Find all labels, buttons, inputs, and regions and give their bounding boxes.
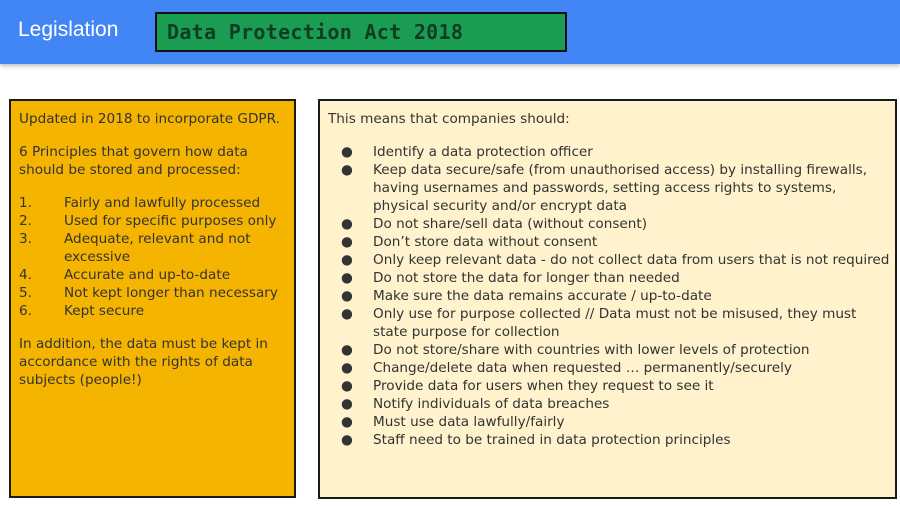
principles-panel (9, 99, 296, 498)
principle-number: 4. (19, 267, 32, 283)
list-item (328, 215, 891, 233)
list-item (328, 287, 891, 305)
page-title: Legislation (18, 18, 119, 41)
bullet-icon: ● (341, 270, 353, 286)
list-item (328, 395, 891, 413)
list-item-text: Provide data for users when they request to see it (373, 378, 714, 394)
principles-panel-content (19, 110, 291, 389)
bullet-icon: ● (341, 342, 353, 358)
list-item (328, 233, 891, 251)
list-item (328, 161, 891, 215)
principle-item (19, 194, 291, 212)
bullet-icon: ● (341, 162, 353, 178)
list-item-text: Change/delete data when requested … permanently/securely (373, 360, 792, 376)
principle-number: 5. (19, 285, 32, 301)
bullet-icon: ● (341, 216, 353, 232)
bullet-icon: ● (341, 252, 353, 268)
principle-item (19, 284, 291, 302)
header-bar (0, 0, 900, 64)
bullet-icon: ● (341, 234, 353, 250)
list-item-text: Only use for purpose collected // Data must not be misused, they must state purpose for collection (373, 306, 857, 340)
companies-panel-content (328, 110, 891, 449)
bullet-icon: ● (341, 360, 353, 376)
list-item-text: Do not store/share with countries with lower levels of protection (373, 342, 810, 358)
principle-number: 3. (19, 231, 32, 247)
principle-number: 2. (19, 213, 32, 229)
list-item-text: Make sure the data remains accurate / up-to-date (373, 288, 712, 304)
principle-text: Fairly and lawfully processed (64, 195, 261, 211)
list-item-text: Don’t store data without consent (373, 234, 598, 250)
principles-list (19, 194, 291, 320)
principle-text: Not kept longer than necessary (64, 285, 278, 301)
list-item (328, 431, 891, 449)
list-item-text: Staff need to be trained in data protection principles (373, 432, 731, 448)
principles-heading: 6 Principles that govern how data should be stored and processed: (19, 144, 248, 178)
bullet-icon: ● (341, 378, 353, 394)
bullet-icon: ● (341, 414, 353, 430)
list-item-text: Do not store the data for longer than needed (373, 270, 680, 286)
bullet-icon: ● (341, 144, 353, 160)
principle-text: Kept secure (64, 303, 145, 319)
list-item (328, 377, 891, 395)
list-item-text: Do not share/sell data (without consent) (373, 216, 648, 232)
companies-heading: This means that companies should: (328, 111, 570, 127)
companies-list (328, 143, 891, 449)
principle-number: 1. (19, 195, 32, 211)
principle-item (19, 212, 291, 230)
list-item-text: Keep data secure/safe (from unauthorised access) by installing firewalls, having usernames and passwords, setting access rights to systems, physical security and/or encrypt data (373, 162, 868, 214)
list-item (328, 143, 891, 161)
intro-text: Updated in 2018 to incorporate GDPR. (19, 111, 280, 127)
act-title: Data Protection Act 2018 (167, 20, 464, 44)
list-item (328, 413, 891, 431)
list-item-text: Only keep relevant data - do not collect data from users that is not required (373, 252, 890, 268)
list-item-text: Identify a data protection officer (373, 144, 593, 160)
list-item (328, 359, 891, 377)
list-item-text: Notify individuals of data breaches (373, 396, 610, 412)
act-title-box (155, 12, 567, 52)
list-item-text: Must use data lawfully/fairly (373, 414, 565, 430)
rights-text: In addition, the data must be kept in accordance with the rights of data subjects (people!) (19, 336, 268, 388)
principle-text: Adequate, relevant and not excessive (64, 231, 251, 265)
principle-text: Used for specific purposes only (64, 213, 277, 229)
principle-number: 6. (19, 303, 32, 319)
list-item (328, 341, 891, 359)
bullet-icon: ● (341, 306, 353, 322)
list-item (328, 251, 891, 269)
list-item (328, 269, 891, 287)
bullet-icon: ● (341, 396, 353, 412)
bullet-icon: ● (341, 288, 353, 304)
list-item (328, 305, 891, 341)
principle-item (19, 230, 291, 266)
principle-item (19, 302, 291, 320)
principle-text: Accurate and up-to-date (64, 267, 231, 283)
bullet-icon: ● (341, 432, 353, 448)
principle-item (19, 266, 291, 284)
companies-panel (318, 99, 897, 499)
